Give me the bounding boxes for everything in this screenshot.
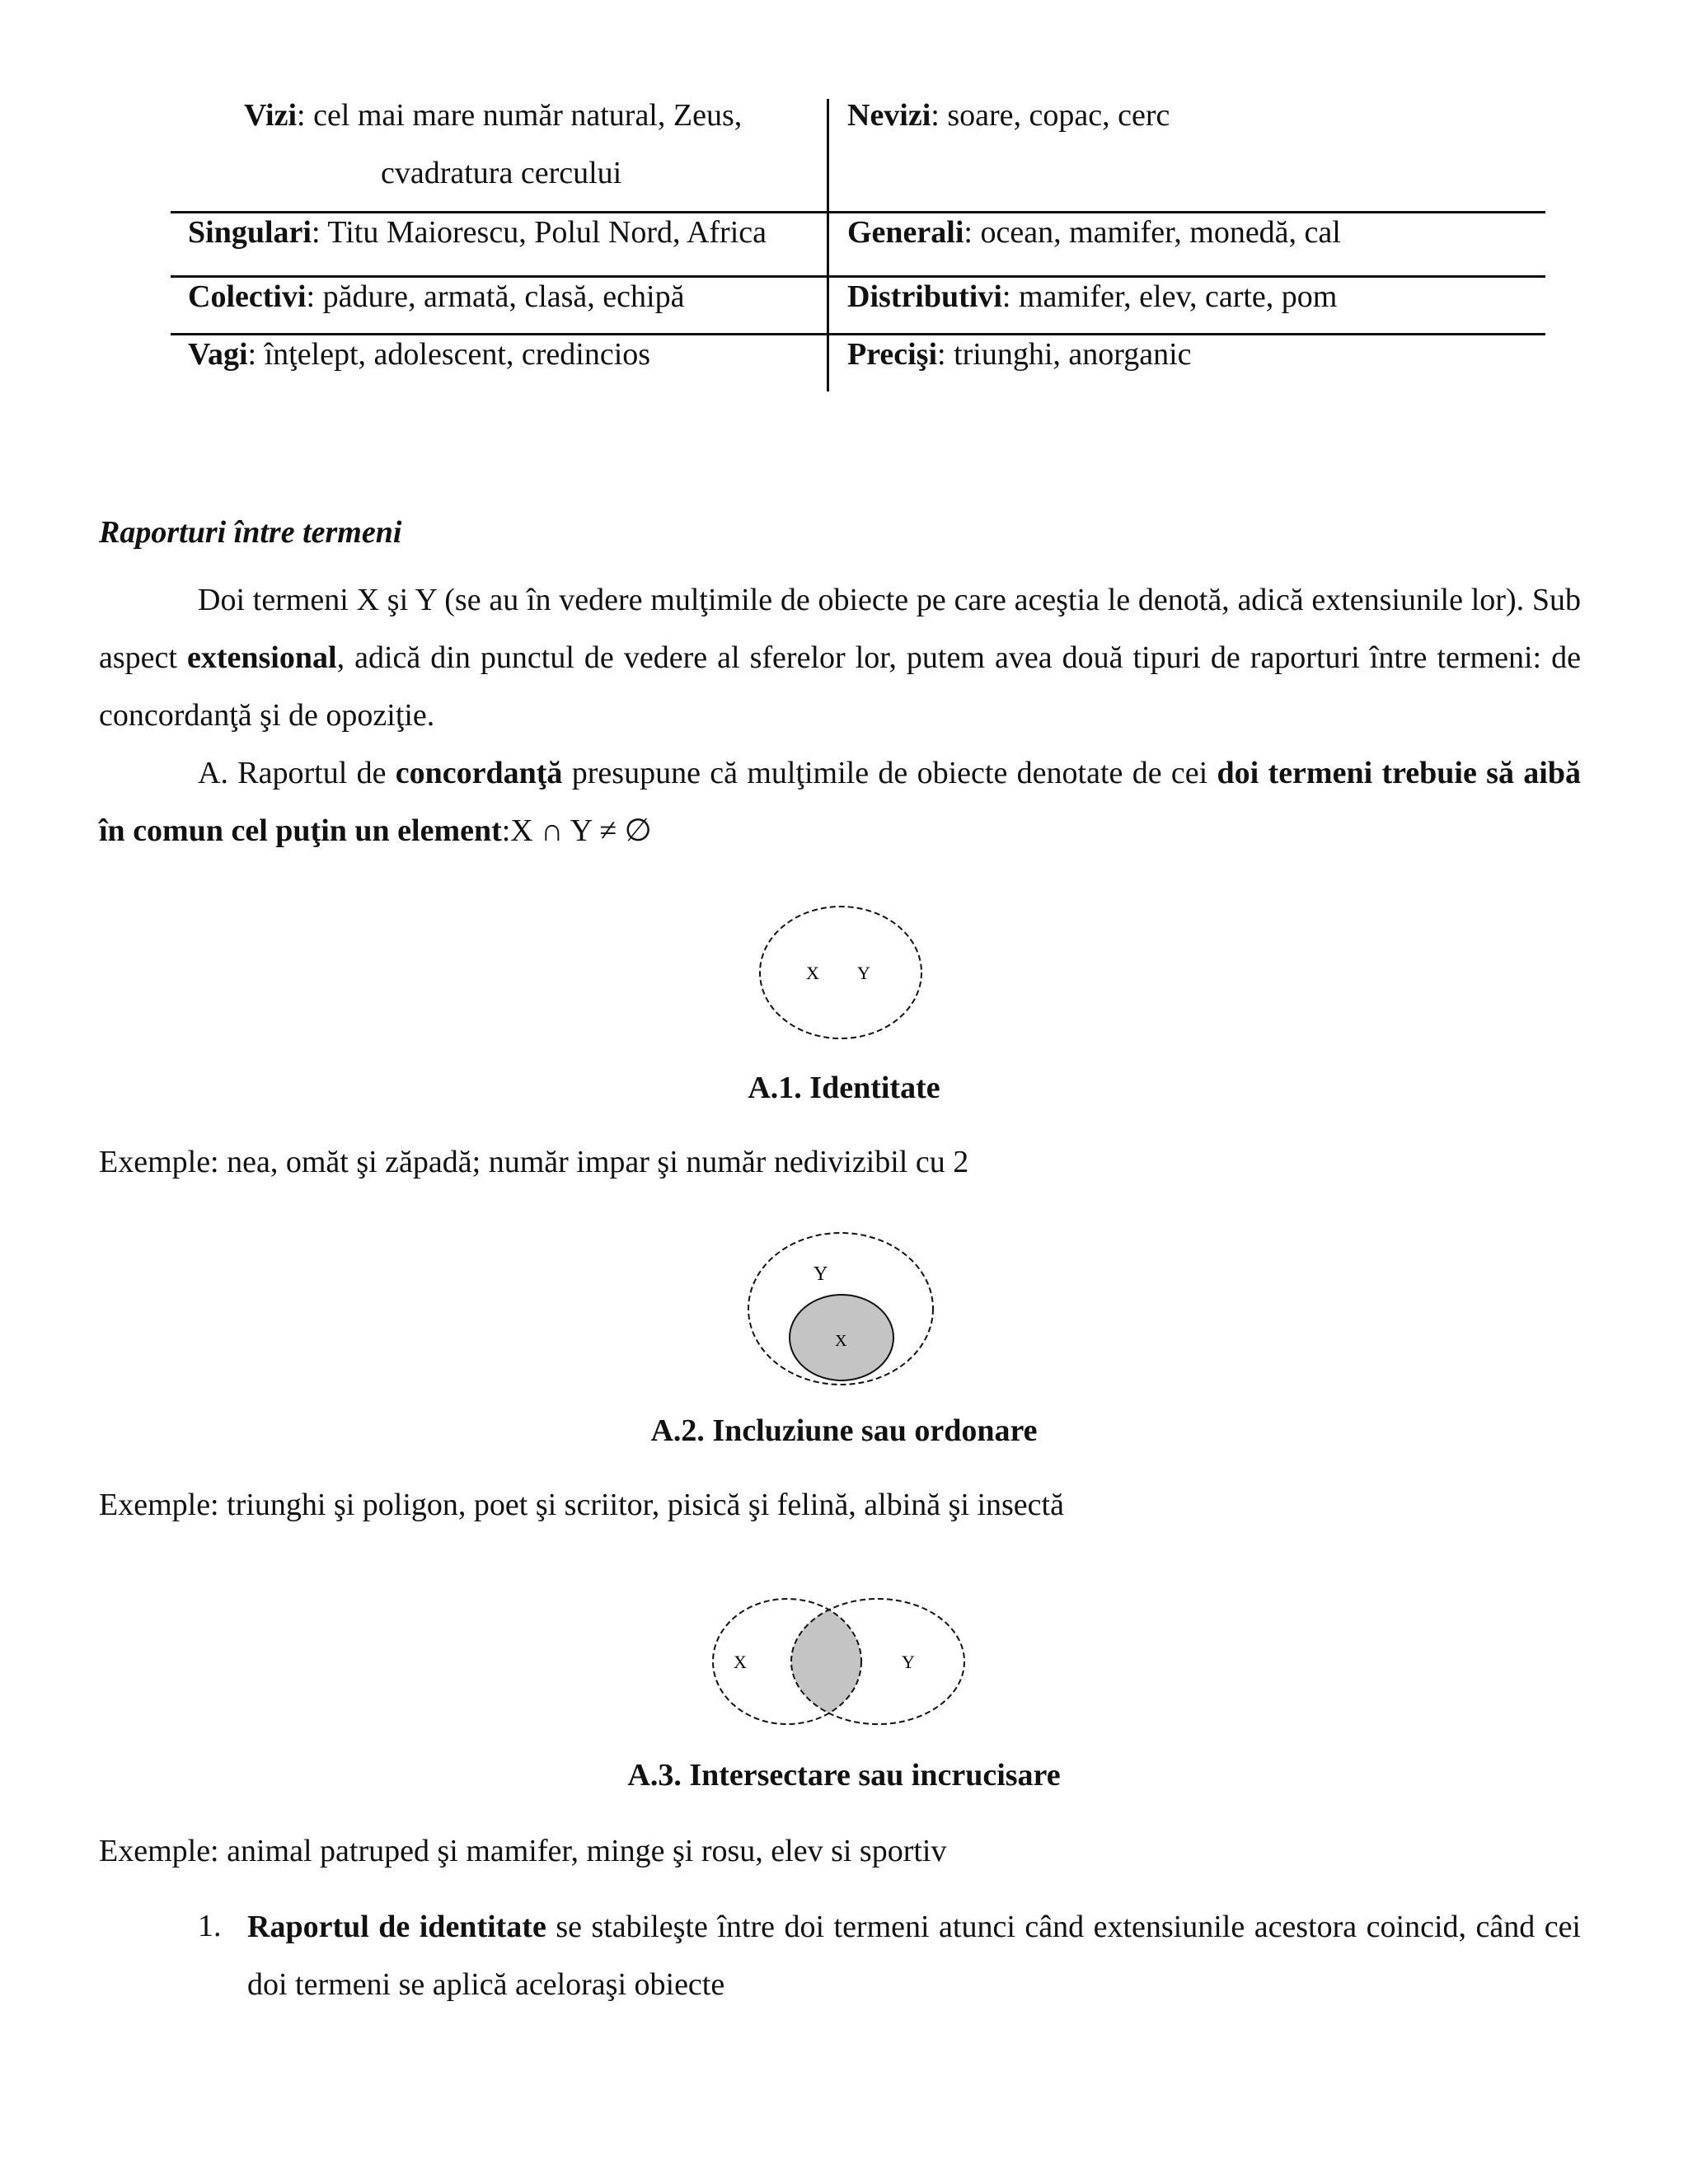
paragraph-bold: doi termeni trebuie să aibă în comun cel puţin un element bbox=[99, 756, 1581, 848]
caption-incluziune: A.2. Incluziune sau ordonare bbox=[650, 1413, 1038, 1448]
table-cell-vizi-cont bbox=[381, 155, 621, 193]
intersection-diagram bbox=[701, 1592, 973, 1732]
table-divider-vertical bbox=[827, 99, 829, 391]
table-term-label: Vagi bbox=[188, 337, 248, 372]
paragraph-text: presupune că mulţimile de obiecte denotate de cei bbox=[562, 756, 1217, 790]
table-cell-colectivi bbox=[188, 279, 684, 316]
paragraph-text: Doi termeni X şi Y (se au în vedere mulţimile de obiecte pe care aceştia le denotă, adică extensiunile lor). Sub aspect bbox=[99, 583, 1581, 675]
table-term-label: Colectivi bbox=[188, 279, 307, 314]
table-cell-nevizi bbox=[847, 97, 1170, 135]
identity-ellipse bbox=[760, 907, 921, 1038]
label-y: Y bbox=[902, 1652, 915, 1672]
table-term-label: Distributivi bbox=[847, 279, 1002, 314]
table-term-label: Nevizi bbox=[847, 98, 931, 133]
table-term-examples: : soare, copac, cerc bbox=[931, 98, 1170, 133]
table-cell-vizi bbox=[244, 97, 742, 135]
label-x: X bbox=[734, 1652, 747, 1672]
table-cell-singulari bbox=[188, 214, 767, 252]
table-term-examples: cvadratura cercului bbox=[381, 156, 622, 190]
list-item-identitate bbox=[247, 1898, 1581, 2013]
table-term-examples: : triunghi, anorganic bbox=[937, 337, 1192, 372]
table-rule-2 bbox=[171, 275, 1545, 278]
table-term-label: Vizi bbox=[244, 98, 298, 133]
label-y: Y bbox=[857, 963, 870, 983]
table-term-label: Precişi bbox=[847, 337, 938, 372]
table-term-label: Generali bbox=[847, 215, 964, 250]
table-term-examples: : Titu Maiorescu, Polul Nord, Africa bbox=[311, 215, 767, 250]
examples-intersectare: Exemple: animal patruped şi mamifer, minge şi rosu, elev si sportiv bbox=[99, 1834, 947, 1868]
table-rule-3 bbox=[171, 333, 1545, 335]
paragraph-text: , adică din punctul de vedere al sferelor lor, putem avea două tipuri de raporturi între termeni: de concordanţă şi de opoziţie. bbox=[99, 640, 1581, 733]
label-y: Y bbox=[814, 1263, 828, 1285]
list-item-text: se stabileşte între doi termeni atunci când extensiunile acestora coincid, când cei doi termeni se aplică aceloraşi obiecte bbox=[247, 1910, 1581, 2002]
caption-identitate: A.1. Identitate bbox=[748, 1071, 940, 1105]
table-cell-generali bbox=[847, 214, 1341, 252]
table-term-examples: : ocean, mamifer, monedă, cal bbox=[964, 215, 1341, 250]
section-heading: Raporturi între termeni bbox=[99, 515, 402, 550]
paragraph-extensional bbox=[99, 571, 1581, 744]
table-rule-1 bbox=[171, 211, 1545, 213]
identity-diagram bbox=[742, 898, 940, 1047]
examples-identitate: Exemple: nea, omăt şi zăpadă; număr impar şi număr nedivizibil cu 2 bbox=[99, 1145, 969, 1179]
table-term-examples: : pădure, armată, clasă, echipă bbox=[306, 279, 685, 314]
table-term-examples: : cel mai mare număr natural, Zeus, bbox=[297, 98, 743, 133]
list-item-bold: Raportul de identitate bbox=[247, 1910, 546, 1944]
examples-incluziune: Exemple: triunghi şi poligon, poet şi scriitor, pisică şi felină, albină şi insectă bbox=[99, 1488, 1064, 1522]
paragraph-formula: :X ∩ Y ≠ ∅ bbox=[501, 813, 652, 848]
list-item-number: 1. bbox=[198, 1909, 222, 1943]
table-cell-distributivi bbox=[847, 279, 1337, 316]
paragraph-bold: concordanţă bbox=[395, 756, 563, 790]
table-cell-vagi bbox=[188, 336, 650, 374]
table-term-label: Singulari bbox=[188, 215, 312, 250]
table-cell-precisi bbox=[847, 336, 1192, 374]
paragraph-bold: extensional bbox=[187, 640, 337, 675]
table-term-examples: : înţelept, adolescent, credincios bbox=[247, 337, 651, 372]
inclusion-diagram bbox=[738, 1226, 944, 1391]
table-term-examples: : mamifer, elev, carte, pom bbox=[1001, 279, 1338, 314]
caption-intersectare: A.3. Intersectare sau incrucisare bbox=[627, 1758, 1061, 1793]
paragraph-text: A. Raportul de bbox=[198, 756, 396, 790]
label-x: X bbox=[806, 963, 819, 983]
paragraph-concordanta bbox=[99, 744, 1581, 860]
label-x: X bbox=[835, 1332, 847, 1350]
